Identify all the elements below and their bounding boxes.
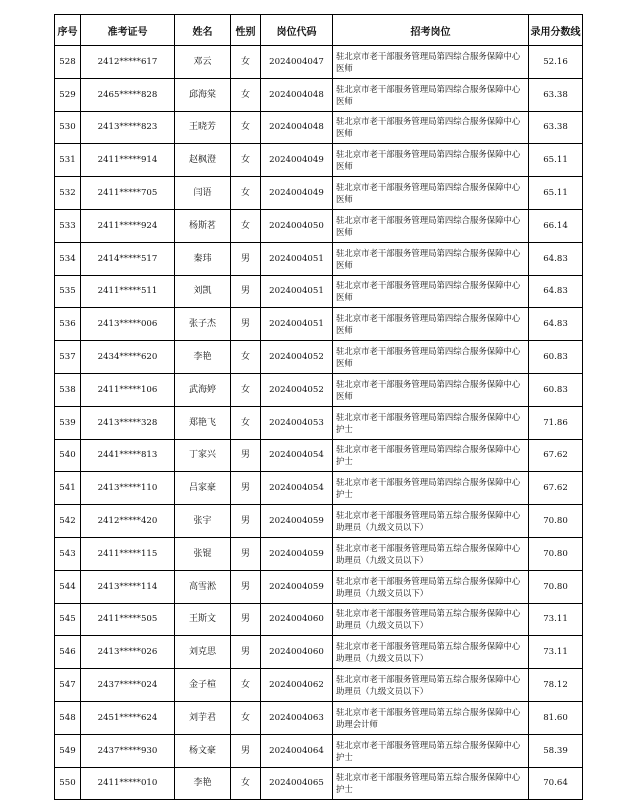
cell-score: 64.83	[529, 275, 583, 308]
cell-post-code: 2024004065	[261, 767, 333, 800]
cell-gender: 女	[231, 373, 261, 406]
cell-post-code: 2024004062	[261, 669, 333, 702]
cell-post: 驻北京市老干部服务管理局第四综合服务保障中心医师	[333, 242, 529, 275]
cell-gender: 女	[231, 177, 261, 210]
cell-score: 70.80	[529, 505, 583, 538]
cell-exam-no: 2413*****114	[81, 570, 175, 603]
cell-score: 67.62	[529, 439, 583, 472]
cell-post-code: 2024004051	[261, 242, 333, 275]
cell-exam-no: 2451*****624	[81, 701, 175, 734]
table-row	[55, 439, 583, 472]
cell-post-code: 2024004053	[261, 406, 333, 439]
cell-score: 70.80	[529, 537, 583, 570]
cell-name: 郑艳飞	[175, 406, 231, 439]
cell-post: 驻北京市老干部服务管理局第四综合服务保障中心医师	[333, 308, 529, 341]
table-body	[55, 46, 583, 800]
header-gender: 性别	[231, 15, 261, 46]
cell-name: 张宇	[175, 505, 231, 538]
cell-gender: 男	[231, 570, 261, 603]
cell-score: 64.83	[529, 242, 583, 275]
cell-seq: 549	[55, 734, 81, 767]
cell-post-code: 2024004049	[261, 177, 333, 210]
cell-seq: 537	[55, 341, 81, 374]
cell-gender: 男	[231, 636, 261, 669]
table-row	[55, 406, 583, 439]
cell-seq: 547	[55, 669, 81, 702]
cell-score: 67.62	[529, 472, 583, 505]
cell-seq: 536	[55, 308, 81, 341]
cell-exam-no: 2437*****930	[81, 734, 175, 767]
cell-post-code: 2024004059	[261, 505, 333, 538]
cell-post: 驻北京市老干部服务管理局第四综合服务保障中心医师	[333, 111, 529, 144]
cell-exam-no: 2411*****511	[81, 275, 175, 308]
cell-seq: 541	[55, 472, 81, 505]
cell-gender: 男	[231, 603, 261, 636]
cell-post-code: 2024004052	[261, 341, 333, 374]
cell-exam-no: 2411*****106	[81, 373, 175, 406]
cell-post: 驻北京市老干部服务管理局第五综合服务保障中心助理员（九级文员以下）	[333, 636, 529, 669]
cell-post: 驻北京市老干部服务管理局第四综合服务保障中心医师	[333, 275, 529, 308]
cell-post-code: 2024004054	[261, 439, 333, 472]
cell-post-code: 2024004047	[261, 46, 333, 79]
cell-name: 李艳	[175, 341, 231, 374]
cell-exam-no: 2434*****620	[81, 341, 175, 374]
cell-name: 刘芋君	[175, 701, 231, 734]
cell-exam-no: 2413*****328	[81, 406, 175, 439]
cell-exam-no: 2411*****924	[81, 209, 175, 242]
cell-post-code: 2024004060	[261, 603, 333, 636]
header-post: 招考岗位	[333, 15, 529, 46]
cell-name: 李艳	[175, 767, 231, 800]
cell-seq: 539	[55, 406, 81, 439]
cell-gender: 女	[231, 46, 261, 79]
cell-seq: 550	[55, 767, 81, 800]
cell-gender: 女	[231, 341, 261, 374]
cell-name: 刘凯	[175, 275, 231, 308]
cell-seq: 546	[55, 636, 81, 669]
cell-post-code: 2024004060	[261, 636, 333, 669]
table-row	[55, 603, 583, 636]
cell-gender: 男	[231, 537, 261, 570]
table-row	[55, 46, 583, 79]
table-row	[55, 242, 583, 275]
cell-post-code: 2024004050	[261, 209, 333, 242]
cell-seq: 530	[55, 111, 81, 144]
cell-exam-no: 2411*****010	[81, 767, 175, 800]
cell-seq: 531	[55, 144, 81, 177]
results-table	[54, 14, 583, 800]
cell-exam-no: 2411*****705	[81, 177, 175, 210]
cell-exam-no: 2411*****505	[81, 603, 175, 636]
cell-post-code: 2024004051	[261, 308, 333, 341]
cell-seq: 548	[55, 701, 81, 734]
cell-gender: 女	[231, 767, 261, 800]
cell-name: 丁家兴	[175, 439, 231, 472]
cell-name: 张锟	[175, 537, 231, 570]
table-row	[55, 636, 583, 669]
header-score: 录用分数线	[529, 15, 583, 46]
cell-post: 驻北京市老干部服务管理局第五综合服务保障中心助理员（九级文员以下）	[333, 505, 529, 538]
cell-name: 杨斯茗	[175, 209, 231, 242]
cell-exam-no: 2413*****823	[81, 111, 175, 144]
cell-exam-no: 2413*****110	[81, 472, 175, 505]
cell-exam-no: 2413*****026	[81, 636, 175, 669]
cell-score: 70.64	[529, 767, 583, 800]
cell-score: 65.11	[529, 144, 583, 177]
cell-post: 驻北京市老干部服务管理局第四综合服务保障中心医师	[333, 144, 529, 177]
cell-gender: 男	[231, 734, 261, 767]
cell-seq: 532	[55, 177, 81, 210]
cell-post: 驻北京市老干部服务管理局第四综合服务保障中心护士	[333, 439, 529, 472]
cell-post: 驻北京市老干部服务管理局第五综合服务保障中心助理员（九级文员以下）	[333, 603, 529, 636]
cell-post: 驻北京市老干部服务管理局第四综合服务保障中心医师	[333, 209, 529, 242]
cell-post: 驻北京市老干部服务管理局第四综合服务保障中心医师	[333, 341, 529, 374]
cell-name: 王晓芳	[175, 111, 231, 144]
table-row	[55, 111, 583, 144]
cell-score: 63.38	[529, 78, 583, 111]
cell-gender: 男	[231, 439, 261, 472]
table-row	[55, 341, 583, 374]
cell-seq: 543	[55, 537, 81, 570]
cell-exam-no: 2412*****420	[81, 505, 175, 538]
cell-name: 杨文豪	[175, 734, 231, 767]
cell-name: 王斯文	[175, 603, 231, 636]
cell-gender: 男	[231, 308, 261, 341]
cell-score: 58.39	[529, 734, 583, 767]
cell-name: 张子杰	[175, 308, 231, 341]
cell-seq: 533	[55, 209, 81, 242]
cell-post-code: 2024004048	[261, 111, 333, 144]
cell-post: 驻北京市老干部服务管理局第五综合服务保障中心助理员（九级文员以下）	[333, 669, 529, 702]
cell-post: 驻北京市老干部服务管理局第四综合服务保障中心医师	[333, 373, 529, 406]
table-row	[55, 373, 583, 406]
cell-seq: 529	[55, 78, 81, 111]
cell-name: 吕家豪	[175, 472, 231, 505]
cell-post-code: 2024004048	[261, 78, 333, 111]
header-seq: 序号	[55, 15, 81, 46]
cell-name: 高雪淞	[175, 570, 231, 603]
cell-post: 驻北京市老干部服务管理局第五综合服务保障中心护士	[333, 734, 529, 767]
table-row	[55, 734, 583, 767]
cell-post-code: 2024004052	[261, 373, 333, 406]
cell-gender: 女	[231, 669, 261, 702]
table-row	[55, 177, 583, 210]
cell-score: 73.11	[529, 636, 583, 669]
cell-post: 驻北京市老干部服务管理局第五综合服务保障中心助理会计师	[333, 701, 529, 734]
cell-post-code: 2024004063	[261, 701, 333, 734]
cell-score: 78.12	[529, 669, 583, 702]
table-row	[55, 570, 583, 603]
table-row	[55, 209, 583, 242]
cell-seq: 542	[55, 505, 81, 538]
cell-exam-no: 2441*****813	[81, 439, 175, 472]
table-row	[55, 275, 583, 308]
cell-post-code: 2024004049	[261, 144, 333, 177]
cell-seq: 540	[55, 439, 81, 472]
cell-exam-no: 2411*****115	[81, 537, 175, 570]
cell-post-code: 2024004054	[261, 472, 333, 505]
table-row	[55, 537, 583, 570]
cell-seq: 545	[55, 603, 81, 636]
cell-post-code: 2024004059	[261, 537, 333, 570]
header-post-code: 岗位代码	[261, 15, 333, 46]
cell-seq: 538	[55, 373, 81, 406]
table-row	[55, 669, 583, 702]
cell-gender: 男	[231, 472, 261, 505]
cell-score: 63.38	[529, 111, 583, 144]
cell-name: 刘克思	[175, 636, 231, 669]
table-row	[55, 505, 583, 538]
table-row	[55, 472, 583, 505]
table-row	[55, 308, 583, 341]
cell-score: 66.14	[529, 209, 583, 242]
table-row	[55, 144, 583, 177]
cell-name: 闫语	[175, 177, 231, 210]
cell-exam-no: 2465*****828	[81, 78, 175, 111]
cell-post-code: 2024004051	[261, 275, 333, 308]
cell-score: 73.11	[529, 603, 583, 636]
cell-post: 驻北京市老干部服务管理局第四综合服务保障中心医师	[333, 46, 529, 79]
cell-gender: 女	[231, 78, 261, 111]
cell-name: 赵枫澄	[175, 144, 231, 177]
table-row	[55, 701, 583, 734]
cell-exam-no: 2413*****006	[81, 308, 175, 341]
cell-gender: 女	[231, 209, 261, 242]
table-row	[55, 767, 583, 800]
header-name: 姓名	[175, 15, 231, 46]
table-row	[55, 78, 583, 111]
cell-score: 81.60	[529, 701, 583, 734]
cell-post: 驻北京市老干部服务管理局第五综合服务保障中心护士	[333, 767, 529, 800]
cell-score: 60.83	[529, 341, 583, 374]
cell-gender: 男	[231, 505, 261, 538]
cell-name: 秦玮	[175, 242, 231, 275]
cell-seq: 534	[55, 242, 81, 275]
cell-gender: 女	[231, 144, 261, 177]
cell-post: 驻北京市老干部服务管理局第四综合服务保障中心护士	[333, 406, 529, 439]
cell-score: 60.83	[529, 373, 583, 406]
cell-exam-no: 2411*****914	[81, 144, 175, 177]
header-exam-no: 准考证号	[81, 15, 175, 46]
cell-post: 驻北京市老干部服务管理局第四综合服务保障中心医师	[333, 78, 529, 111]
cell-seq: 535	[55, 275, 81, 308]
cell-post: 驻北京市老干部服务管理局第四综合服务保障中心护士	[333, 472, 529, 505]
cell-score: 70.80	[529, 570, 583, 603]
cell-exam-no: 2414*****517	[81, 242, 175, 275]
cell-name: 邓云	[175, 46, 231, 79]
cell-score: 65.11	[529, 177, 583, 210]
cell-post: 驻北京市老干部服务管理局第五综合服务保障中心助理员（九级文员以下）	[333, 570, 529, 603]
cell-name: 邱海棠	[175, 78, 231, 111]
cell-post-code: 2024004059	[261, 570, 333, 603]
cell-exam-no: 2412*****617	[81, 46, 175, 79]
cell-gender: 女	[231, 406, 261, 439]
cell-gender: 女	[231, 111, 261, 144]
cell-seq: 544	[55, 570, 81, 603]
header-row	[55, 15, 583, 46]
cell-post-code: 2024004064	[261, 734, 333, 767]
cell-name: 金子楦	[175, 669, 231, 702]
cell-gender: 女	[231, 701, 261, 734]
cell-score: 64.83	[529, 308, 583, 341]
cell-score: 52.16	[529, 46, 583, 79]
document-page	[54, 14, 583, 800]
cell-post: 驻北京市老干部服务管理局第五综合服务保障中心助理员（九级文员以下）	[333, 537, 529, 570]
cell-exam-no: 2437*****024	[81, 669, 175, 702]
cell-name: 武海婷	[175, 373, 231, 406]
cell-seq: 528	[55, 46, 81, 79]
cell-score: 71.86	[529, 406, 583, 439]
cell-gender: 男	[231, 242, 261, 275]
cell-gender: 男	[231, 275, 261, 308]
cell-post: 驻北京市老干部服务管理局第四综合服务保障中心医师	[333, 177, 529, 210]
